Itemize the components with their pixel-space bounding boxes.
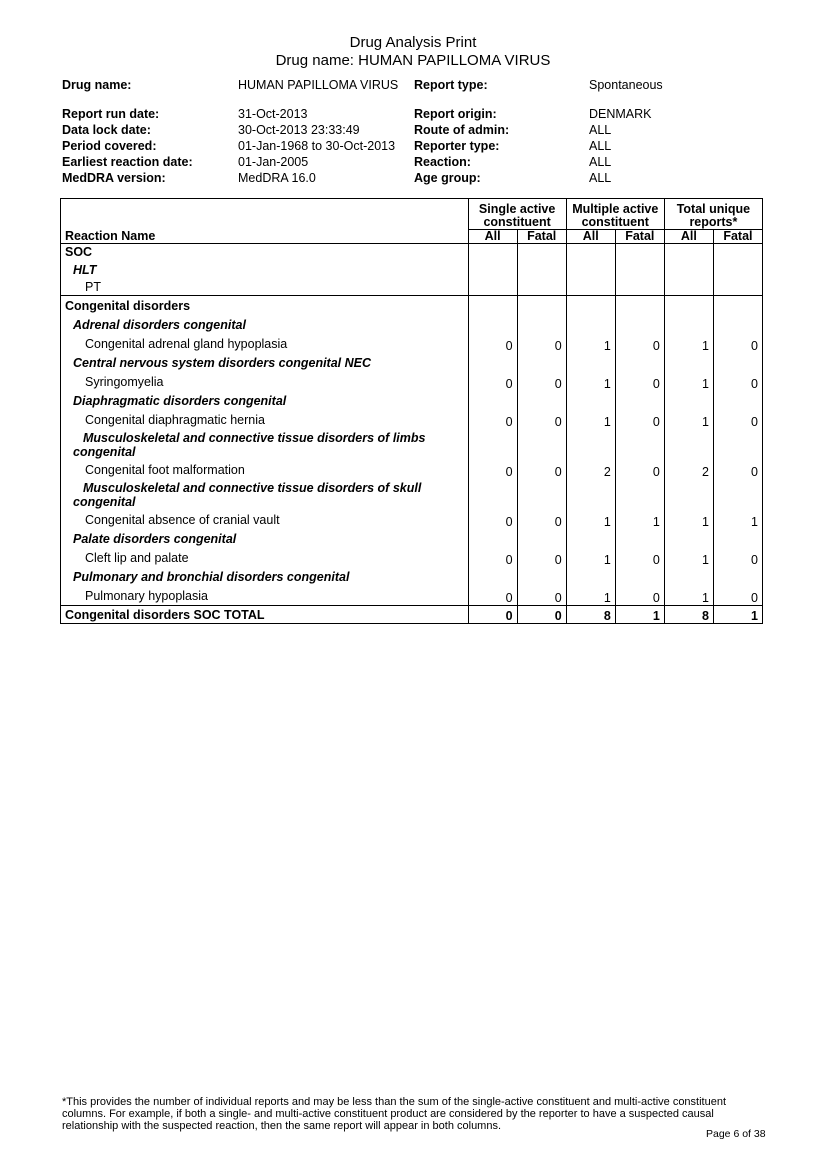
count-cell: 1 xyxy=(713,510,762,529)
pt-name: Congenital adrenal gland hypoplasia xyxy=(61,334,469,353)
count-cell xyxy=(517,353,566,372)
soc-total-row xyxy=(61,606,763,624)
count-cell xyxy=(517,529,566,548)
count-cell: 1 xyxy=(664,548,713,567)
count-cell: 0 xyxy=(517,510,566,529)
col-header-fatal: Fatal xyxy=(713,230,762,244)
count-cell: 0 xyxy=(615,410,664,429)
count-cell xyxy=(566,529,615,548)
reaction-table xyxy=(60,198,763,624)
count-cell xyxy=(566,429,615,460)
hlt-name: Adrenal disorders congenital xyxy=(61,315,469,334)
earliest-reaction-label: Earliest reaction date: xyxy=(62,155,193,169)
reporter-type-value: ALL xyxy=(589,139,612,153)
pt-name: Syringomyelia xyxy=(61,372,469,391)
reaction-value: ALL xyxy=(589,155,612,169)
count-cell xyxy=(713,353,762,372)
count-cell: 2 xyxy=(566,460,615,479)
count-cell xyxy=(566,479,615,510)
count-cell xyxy=(713,479,762,510)
hlt-name: Musculoskeletal and connective tissue disorders of skull congenital xyxy=(61,479,469,510)
report-type-label: Report type: xyxy=(414,78,488,92)
total-count-cell: 0 xyxy=(517,606,566,624)
count-cell xyxy=(468,429,517,460)
count-cell xyxy=(615,353,664,372)
count-cell xyxy=(566,296,615,316)
count-cell xyxy=(664,315,713,334)
col-header-fatal: Fatal xyxy=(615,230,664,244)
pt-row xyxy=(61,334,763,353)
count-cell xyxy=(468,353,517,372)
count-cell: 0 xyxy=(468,548,517,567)
count-cell: 0 xyxy=(615,460,664,479)
soc-row xyxy=(61,296,763,316)
reporter-type-label: Reporter type: xyxy=(414,139,500,153)
count-cell: 1 xyxy=(664,510,713,529)
count-cell xyxy=(468,391,517,410)
count-cell: 0 xyxy=(713,548,762,567)
reaction-name-header: Reaction Name xyxy=(61,199,469,244)
count-cell xyxy=(566,391,615,410)
report-run-date-label: Report run date: xyxy=(62,107,160,121)
count-cell: 0 xyxy=(713,460,762,479)
legend-pt: PT xyxy=(61,279,469,296)
count-cell xyxy=(517,315,566,334)
count-cell: 0 xyxy=(615,372,664,391)
hlt-row xyxy=(61,391,763,410)
count-cell xyxy=(517,429,566,460)
count-cell xyxy=(664,479,713,510)
col-header-fatal: Fatal xyxy=(517,230,566,244)
hlt-row xyxy=(61,315,763,334)
count-cell xyxy=(468,315,517,334)
count-cell: 1 xyxy=(664,334,713,353)
period-covered-value: 01-Jan-1968 to 30-Oct-2013 xyxy=(238,139,396,153)
route-value: ALL xyxy=(589,123,612,137)
count-cell: 0 xyxy=(517,586,566,606)
pt-row xyxy=(61,510,763,529)
count-cell: 1 xyxy=(664,372,713,391)
total-count-cell: 1 xyxy=(713,606,762,624)
report-run-date-value: 31-Oct-2013 xyxy=(238,107,308,121)
reaction-table-body xyxy=(61,296,763,624)
count-cell: 0 xyxy=(517,460,566,479)
pt-name: Pulmonary hypoplasia xyxy=(61,586,469,606)
pt-row xyxy=(61,586,763,606)
count-cell: 0 xyxy=(468,410,517,429)
count-cell: 0 xyxy=(517,410,566,429)
count-cell xyxy=(664,391,713,410)
hlt-name: Diaphragmatic disorders congenital xyxy=(61,391,469,410)
count-cell xyxy=(664,529,713,548)
count-cell xyxy=(468,296,517,316)
period-covered-label: Period covered: xyxy=(62,139,157,153)
count-cell: 1 xyxy=(566,372,615,391)
legend-soc-row xyxy=(61,244,763,261)
count-cell: 0 xyxy=(615,586,664,606)
count-cell: 0 xyxy=(713,334,762,353)
pt-name: Congenital foot malformation xyxy=(61,460,469,479)
count-cell xyxy=(615,529,664,548)
count-cell xyxy=(664,353,713,372)
count-cell: 0 xyxy=(517,372,566,391)
data-lock-date-label: Data lock date: xyxy=(62,123,151,137)
drug-name-value: HUMAN PAPILLOMA VIRUS xyxy=(238,78,399,92)
meddra-label: MedDRA version: xyxy=(62,171,166,185)
total-count-cell: 1 xyxy=(615,606,664,624)
count-cell xyxy=(566,353,615,372)
count-cell: 0 xyxy=(517,334,566,353)
total-unique-header: Total unique reports* xyxy=(664,199,762,230)
count-cell xyxy=(517,479,566,510)
count-cell xyxy=(615,391,664,410)
total-count-cell: 0 xyxy=(468,606,517,624)
count-cell: 1 xyxy=(566,334,615,353)
count-cell xyxy=(713,567,762,586)
count-cell xyxy=(664,296,713,316)
count-cell: 0 xyxy=(468,372,517,391)
report-origin-value: DENMARK xyxy=(589,107,652,121)
soc-name: Congenital disorders xyxy=(61,296,469,316)
hlt-row xyxy=(61,479,763,510)
col-header-all: All xyxy=(468,230,517,244)
route-label: Route of admin: xyxy=(414,123,510,137)
count-cell xyxy=(713,296,762,316)
count-cell: 1 xyxy=(615,510,664,529)
total-count-cell: 8 xyxy=(566,606,615,624)
col-header-all: All xyxy=(566,230,615,244)
count-cell xyxy=(615,567,664,586)
reaction-label: Reaction: xyxy=(414,155,471,169)
total-count-cell: 8 xyxy=(664,606,713,624)
multiple-active-header: Multiple active constituent xyxy=(566,199,664,230)
count-cell xyxy=(566,567,615,586)
hlt-name: Pulmonary and bronchial disorders congenital xyxy=(61,567,469,586)
count-cell: 0 xyxy=(713,410,762,429)
earliest-reaction-value: 01-Jan-2005 xyxy=(238,155,309,169)
pt-name: Cleft lip and palate xyxy=(61,548,469,567)
count-cell: 0 xyxy=(517,548,566,567)
legend-soc: SOC xyxy=(61,244,469,261)
count-cell xyxy=(615,296,664,316)
soc-total-name: Congenital disorders SOC TOTAL xyxy=(61,606,469,624)
count-cell: 1 xyxy=(566,586,615,606)
count-cell: 0 xyxy=(713,586,762,606)
count-cell xyxy=(664,429,713,460)
hlt-row xyxy=(61,429,763,460)
report-type-value: Spontaneous xyxy=(589,78,663,92)
legend-hlt: HLT xyxy=(61,260,469,279)
document-title: Drug Analysis Print xyxy=(349,34,477,51)
pt-row xyxy=(61,548,763,567)
count-cell: 1 xyxy=(566,510,615,529)
count-cell xyxy=(468,567,517,586)
count-cell xyxy=(713,529,762,548)
data-lock-date-value: 30-Oct-2013 23:33:49 xyxy=(238,123,360,137)
hlt-name: Musculoskeletal and connective tissue disorders of limbs congenital xyxy=(61,429,469,460)
pt-row xyxy=(61,410,763,429)
count-cell: 0 xyxy=(468,510,517,529)
single-active-header: Single active constituent xyxy=(468,199,566,230)
count-cell: 1 xyxy=(664,586,713,606)
pt-name: Congenital diaphragmatic hernia xyxy=(61,410,469,429)
col-header-all: All xyxy=(664,230,713,244)
pt-row xyxy=(61,372,763,391)
footnote: *This provides the number of individual reports and may be less than the sum of the single-active constituent and multi-active constituent columns. For example, if both a single- and multi-active constituent product are considered by the reporter to have a suspected causal relationship with the suspected reaction, then the same report will appear in both columns. xyxy=(62,1096,727,1132)
count-cell: 0 xyxy=(468,586,517,606)
count-cell xyxy=(713,315,762,334)
count-cell xyxy=(468,479,517,510)
pt-name: Congenital absence of cranial vault xyxy=(61,510,469,529)
count-cell xyxy=(615,429,664,460)
count-cell xyxy=(615,315,664,334)
pt-row xyxy=(61,460,763,479)
count-cell: 1 xyxy=(664,410,713,429)
count-cell: 1 xyxy=(566,548,615,567)
page-number: Page 6 of 38 xyxy=(706,1128,766,1140)
document-subtitle: Drug name: HUMAN PAPILLOMA VIRUS xyxy=(275,52,551,69)
hlt-row xyxy=(61,529,763,548)
count-cell: 1 xyxy=(566,410,615,429)
count-cell: 2 xyxy=(664,460,713,479)
count-cell: 0 xyxy=(468,460,517,479)
hlt-name: Palate disorders congenital xyxy=(61,529,469,548)
count-cell xyxy=(517,567,566,586)
count-cell: 0 xyxy=(615,334,664,353)
hlt-row xyxy=(61,353,763,372)
hlt-name: Central nervous system disorders congenital NEC xyxy=(61,353,469,372)
count-cell xyxy=(468,529,517,548)
count-cell xyxy=(664,567,713,586)
count-cell xyxy=(566,315,615,334)
drug-name-label: Drug name: xyxy=(62,78,132,92)
count-cell xyxy=(517,391,566,410)
meddra-value: MedDRA 16.0 xyxy=(238,171,316,185)
count-cell xyxy=(713,429,762,460)
count-cell xyxy=(615,479,664,510)
age-group-label: Age group: xyxy=(414,171,481,185)
count-cell: 0 xyxy=(468,334,517,353)
hlt-row xyxy=(61,567,763,586)
count-cell: 0 xyxy=(713,372,762,391)
report-origin-label: Report origin: xyxy=(414,107,497,121)
count-cell xyxy=(517,296,566,316)
age-group-value: ALL xyxy=(589,171,612,185)
count-cell xyxy=(713,391,762,410)
count-cell: 0 xyxy=(615,548,664,567)
